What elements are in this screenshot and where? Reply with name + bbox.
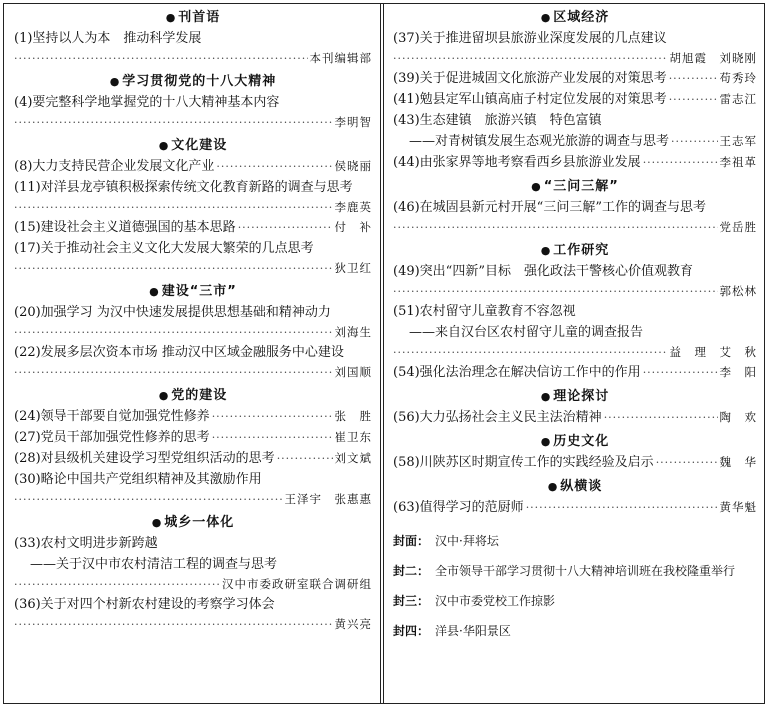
bullet-icon: ● bbox=[540, 11, 552, 24]
entry-title-line bbox=[393, 110, 757, 131]
section-title: 纵横谈 bbox=[560, 479, 603, 494]
entry-author: 雷志江 bbox=[719, 92, 757, 106]
bullet-icon: ● bbox=[540, 435, 552, 448]
entry-title-line bbox=[393, 452, 757, 473]
entry-author: 本刊编辑部 bbox=[309, 51, 372, 65]
dot-leader bbox=[643, 152, 718, 173]
section-title: 理论探讨 bbox=[553, 389, 610, 404]
entry-author: 胡旭霞 刘晓刚 bbox=[669, 51, 757, 65]
toc-entry bbox=[14, 427, 372, 448]
entry-title-line bbox=[14, 217, 372, 238]
cover-description: 汉中市委党校工作掠影 bbox=[435, 594, 556, 608]
entry-author: 汉中市委政研室联合调研组 bbox=[222, 577, 372, 591]
section-heading bbox=[393, 177, 757, 197]
bullet-icon: ● bbox=[540, 390, 552, 403]
entry-subtitle: ——关于汉中市农村清洁工程的调查与思考 bbox=[30, 557, 278, 572]
toc-entry bbox=[14, 217, 372, 238]
entry-author: 苟秀玲 bbox=[719, 71, 757, 85]
dot-leader bbox=[671, 131, 717, 152]
cover-note bbox=[393, 590, 757, 612]
section-gap bbox=[14, 634, 372, 638]
section-heading bbox=[14, 386, 372, 406]
dot-leader bbox=[14, 323, 333, 342]
section-heading bbox=[14, 282, 372, 302]
dot-leader bbox=[393, 49, 668, 68]
entry-author: 张 胜 bbox=[334, 409, 372, 423]
toc-entry bbox=[393, 452, 757, 473]
entry-title: (30)略论中国共产党组织精神及其激励作用 bbox=[14, 472, 262, 487]
dot-leader bbox=[14, 49, 308, 68]
dot-leader bbox=[14, 363, 333, 382]
entry-author: 崔卫东 bbox=[334, 430, 372, 444]
section-heading bbox=[393, 387, 757, 407]
left-column bbox=[14, 8, 372, 638]
entry-title: (24)领导干部要自觉加强党性修养 bbox=[14, 409, 210, 424]
toc-entry bbox=[393, 68, 757, 89]
toc-entry bbox=[14, 92, 372, 132]
entry-author: 付 补 bbox=[334, 220, 372, 234]
toc-entry bbox=[393, 89, 757, 110]
dot-leader bbox=[216, 156, 332, 177]
entry-title: (20)加强学习 为汉中快速发展提供思想基础和精神动力 bbox=[14, 305, 331, 320]
toc-entry bbox=[393, 152, 757, 173]
toc-entry bbox=[14, 533, 372, 594]
toc-entry bbox=[393, 28, 757, 68]
entry-title: (28)对县级机关建设学习型党组织活动的思考 bbox=[14, 451, 275, 466]
cover-description: 全市领导干部学习贯彻十八大精神培训班在我校隆重举行 bbox=[435, 564, 736, 578]
cover-label: 封三： bbox=[393, 594, 430, 608]
toc-entry bbox=[14, 177, 372, 217]
dot-leader bbox=[669, 68, 718, 89]
entry-subtitle: ——对青树镇发展生态观光旅游的调查与思考 bbox=[409, 134, 670, 149]
bullet-icon: ● bbox=[149, 285, 160, 298]
toc-entry bbox=[14, 594, 372, 634]
entry-author: 侯晓丽 bbox=[334, 159, 372, 173]
dot-leader bbox=[669, 89, 718, 110]
dot-leader bbox=[212, 406, 333, 427]
entry-author-line bbox=[393, 218, 757, 237]
entry-title: (56)大力弘扬社会主义民主法治精神 bbox=[393, 410, 602, 425]
bullet-icon: ● bbox=[547, 480, 559, 493]
toc-entry bbox=[14, 28, 372, 68]
entry-author: 李明智 bbox=[334, 115, 372, 129]
entry-title-line bbox=[393, 362, 757, 383]
dot-leader bbox=[604, 407, 718, 428]
entry-title-line bbox=[14, 406, 372, 427]
entry-author: 狄卫红 bbox=[334, 261, 372, 275]
entry-title-line bbox=[14, 469, 372, 490]
entry-title: (44)由张家界等地考察看西乡县旅游业发展 bbox=[393, 155, 641, 170]
entry-title-line bbox=[14, 302, 372, 323]
bullet-icon: ● bbox=[109, 75, 121, 88]
section-heading bbox=[14, 136, 372, 156]
section-title: 历史文化 bbox=[553, 434, 610, 449]
entry-title-line bbox=[393, 301, 757, 322]
entry-title: (41)勉县定军山镇高庙子村定位发展的对策思考 bbox=[393, 92, 667, 107]
dot-leader bbox=[14, 490, 283, 509]
toc-entry bbox=[393, 362, 757, 383]
section-heading bbox=[393, 241, 757, 261]
section-title: 刊首语 bbox=[178, 10, 221, 25]
entry-title: (49)突出“四新”目标 强化政法干警核心价值观教育 bbox=[393, 264, 693, 279]
entry-author: 党岳胜 bbox=[719, 220, 757, 234]
entry-title: (4)要完整科学地掌握党的十八大精神基本内容 bbox=[14, 95, 280, 110]
entry-title: (46)在城固县新元村开展“三问三解”工作的调查与思考 bbox=[393, 200, 706, 215]
dot-leader bbox=[14, 198, 333, 217]
entry-author: 李 阳 bbox=[719, 365, 757, 379]
entry-title: (27)党员干部加强党性修养的思考 bbox=[14, 430, 210, 445]
entry-title-line bbox=[393, 261, 757, 282]
entry-title-line bbox=[393, 152, 757, 173]
cover-note bbox=[393, 620, 757, 642]
section-title: 学习贯彻党的十八大精神 bbox=[122, 74, 277, 89]
toc-entry bbox=[14, 469, 372, 509]
entry-title: (58)川陕苏区时期宣传工作的实践经验及启示 bbox=[393, 455, 654, 470]
entry-author: 刘海生 bbox=[334, 325, 372, 339]
dot-leader bbox=[643, 362, 718, 383]
entry-author-line bbox=[393, 282, 757, 301]
bullet-icon: ● bbox=[151, 516, 163, 529]
entry-title: (33)农村文明进步新跨越 bbox=[14, 536, 158, 551]
entry-title-line bbox=[14, 342, 372, 363]
dot-leader bbox=[277, 448, 333, 469]
column-divider bbox=[380, 3, 384, 704]
dot-leader bbox=[14, 113, 333, 132]
entry-author: 刘国顺 bbox=[334, 365, 372, 379]
toc-entry bbox=[393, 301, 757, 362]
bullet-icon: ● bbox=[540, 244, 552, 257]
cover-description: 洋县·华阳景区 bbox=[435, 624, 511, 638]
section-heading bbox=[14, 72, 372, 92]
entry-author: 黄兴亮 bbox=[334, 617, 372, 631]
entry-title: (11)对洋县龙亭镇积极探索传统文化教育新路的调查与思考 bbox=[14, 180, 353, 195]
section-title: 区域经济 bbox=[553, 10, 610, 25]
bullet-icon: ● bbox=[531, 180, 542, 193]
entry-author-line bbox=[14, 198, 372, 217]
toc-entry bbox=[393, 407, 757, 428]
entry-author-line bbox=[14, 575, 372, 594]
entry-author-line bbox=[14, 113, 372, 132]
section-title: “三问三解” bbox=[543, 179, 619, 194]
section-title: 城乡一体化 bbox=[164, 515, 235, 530]
toc-entry bbox=[14, 342, 372, 382]
toc-entry bbox=[393, 261, 757, 301]
dot-leader bbox=[393, 343, 668, 362]
toc-entry bbox=[14, 406, 372, 427]
dot-leader bbox=[14, 615, 333, 634]
entry-author: 王志军 bbox=[719, 134, 757, 148]
entry-title-line bbox=[14, 238, 372, 259]
toc-entry bbox=[393, 497, 757, 518]
entry-title: (39)关于促进城固文化旅游产业发展的对策思考 bbox=[393, 71, 667, 86]
section-heading bbox=[393, 477, 757, 497]
entry-title: (51)农村留守儿童教育不容忽视 bbox=[393, 304, 576, 319]
cover-label: 封二： bbox=[393, 564, 430, 578]
entry-author: 李祖革 bbox=[719, 155, 757, 169]
bullet-icon: ● bbox=[165, 11, 177, 24]
entry-title: (36)关于对四个村新农村建设的考察学习体会 bbox=[14, 597, 275, 612]
cover-label: 封面： bbox=[393, 534, 430, 548]
dot-leader bbox=[656, 452, 718, 473]
entry-title: (43)生态建镇 旅游兴镇 特色富镇 bbox=[393, 113, 602, 128]
entry-title: (54)强化法治理念在解决信访工作中的作用 bbox=[393, 365, 641, 380]
toc-entry bbox=[14, 238, 372, 278]
entry-title: (17)关于推动社会主义文化大发展大繁荣的几点思考 bbox=[14, 241, 314, 256]
section-heading bbox=[393, 432, 757, 452]
cover-description: 汉中·拜将坛 bbox=[435, 534, 499, 548]
cover-notes bbox=[393, 530, 757, 642]
entry-author-line bbox=[14, 49, 372, 68]
dot-leader bbox=[393, 218, 718, 237]
right-column bbox=[393, 8, 757, 642]
section-heading bbox=[14, 513, 372, 533]
entry-subtitle-line bbox=[393, 322, 757, 343]
entry-author-line bbox=[14, 259, 372, 278]
entry-title: (22)发展多层次资本市场 推动汉中区域金融服务中心建设 bbox=[14, 345, 344, 360]
entry-title: (1)坚持以人为本 推动科学发展 bbox=[14, 31, 202, 46]
entry-author-line bbox=[14, 363, 372, 382]
dot-leader bbox=[14, 259, 333, 278]
entry-author: 李鹿英 bbox=[334, 200, 372, 214]
entry-title-line bbox=[14, 177, 372, 198]
entry-author: 益 理 艾 秋 bbox=[669, 345, 757, 359]
entry-author: 郭松林 bbox=[719, 284, 757, 298]
section-heading bbox=[393, 8, 757, 28]
entry-author: 王泽宇 张惠惠 bbox=[284, 492, 372, 506]
entry-title-line bbox=[393, 28, 757, 49]
cover-note bbox=[393, 530, 757, 552]
section-heading bbox=[14, 8, 372, 28]
entry-title-line bbox=[393, 197, 757, 218]
section-title: 建设“三市” bbox=[161, 284, 237, 299]
entry-title: (15)建设社会主义道德强国的基本思路 bbox=[14, 220, 236, 235]
section-title: 工作研究 bbox=[553, 243, 610, 258]
entry-author-line bbox=[14, 490, 372, 509]
entry-author: 陶 欢 bbox=[719, 410, 757, 424]
entry-title-line bbox=[14, 92, 372, 113]
entry-subtitle-line bbox=[393, 131, 757, 152]
entry-title-line bbox=[393, 68, 757, 89]
bullet-icon: ● bbox=[158, 139, 170, 152]
toc-entry bbox=[393, 110, 757, 152]
entry-title: (63)值得学习的范厨师 bbox=[393, 500, 524, 515]
dot-leader bbox=[238, 217, 333, 238]
entry-author: 刘文斌 bbox=[334, 451, 372, 465]
entry-title-line bbox=[14, 594, 372, 615]
section-title: 党的建设 bbox=[171, 388, 228, 403]
section-title: 文化建设 bbox=[171, 138, 228, 153]
entry-title: (37)关于推进留坝县旅游业深度发展的几点建议 bbox=[393, 31, 667, 46]
entry-title-line bbox=[14, 156, 372, 177]
entry-title-line bbox=[393, 497, 757, 518]
bullet-icon: ● bbox=[158, 389, 170, 402]
toc-entry bbox=[14, 156, 372, 177]
toc-entry bbox=[14, 302, 372, 342]
entry-title-line bbox=[14, 28, 372, 49]
dot-leader bbox=[14, 575, 220, 594]
toc-entry bbox=[14, 448, 372, 469]
entry-title: (8)大力支持民营企业发展文化产业 bbox=[14, 159, 215, 174]
cover-note bbox=[393, 560, 757, 582]
entry-author-line bbox=[393, 49, 757, 68]
entry-author: 黄华魁 bbox=[719, 500, 757, 514]
entry-title-line bbox=[14, 448, 372, 469]
dot-leader bbox=[212, 427, 333, 448]
entry-author-line bbox=[393, 343, 757, 362]
entry-title-line bbox=[14, 427, 372, 448]
entry-author: 魏 华 bbox=[719, 455, 757, 469]
entry-title-line bbox=[393, 407, 757, 428]
cover-label: 封四： bbox=[393, 624, 430, 638]
section-gap bbox=[393, 518, 757, 522]
entry-author-line bbox=[14, 615, 372, 634]
dot-leader bbox=[526, 497, 718, 518]
entry-title-line bbox=[14, 533, 372, 554]
toc-entry bbox=[393, 197, 757, 237]
entry-title-line bbox=[393, 89, 757, 110]
entry-author-line bbox=[14, 323, 372, 342]
entry-subtitle-line bbox=[14, 554, 372, 575]
entry-subtitle: ——来自汉台区农村留守儿童的调查报告 bbox=[409, 325, 644, 340]
dot-leader bbox=[393, 282, 718, 301]
